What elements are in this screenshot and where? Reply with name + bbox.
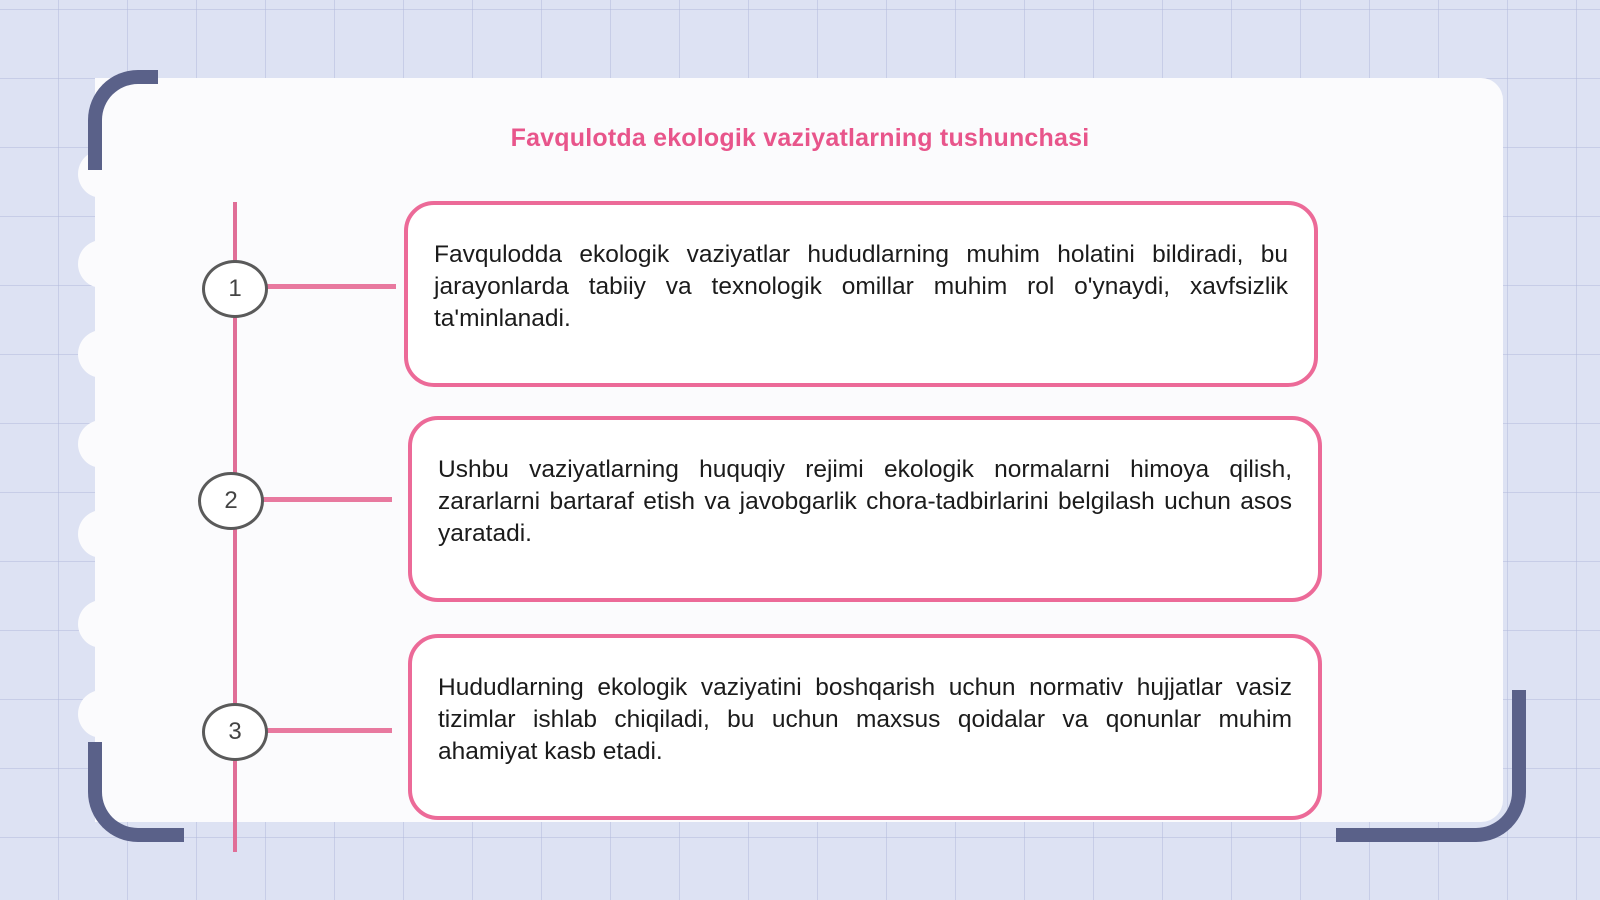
step-connector-2	[262, 497, 392, 502]
step-connector-1	[266, 284, 396, 289]
card-edge-scallop	[78, 240, 126, 288]
corner-bracket-bottom-left	[88, 742, 184, 842]
step-number-1: 1	[202, 260, 268, 318]
step-connector-3	[266, 728, 392, 733]
info-text-3: Hududlarning ekologik vaziyatini boshqarish uchun normativ hujjatlar vasiz tizimlar ishlab chiqiladi, bu uchun maxsus qoidalar va qonunlar muhim ahamiyat kasb etadi.	[438, 674, 1292, 765]
info-text-1: Favqulodda ekologik vaziyatlar hududlarning muhim holatini bildiradi, bu jarayonlarda tabiiy va texnologik omillar muhim rol o'ynaydi, xavfsizlik ta'minlanadi.	[434, 241, 1288, 332]
slide-title: Favqulotda ekologik vaziyatlarning tushunchasi	[510, 124, 1090, 152]
card-edge-scallop	[78, 600, 126, 648]
card-edge-scallop	[78, 690, 126, 738]
info-box-1	[404, 201, 1318, 387]
card-edge-scallop	[78, 420, 126, 468]
corner-bracket-bottom-right	[1336, 690, 1526, 842]
step-number-3: 3	[202, 703, 268, 761]
card-edge-scallop	[78, 510, 126, 558]
info-box-2	[408, 416, 1322, 602]
info-box-3	[408, 634, 1322, 820]
info-text-2: Ushbu vaziyatlarning huquqiy rejimi ekologik normalarni himoya qilish, zararlarni bartaraf etish va javobgarlik chora-tadbirlarini belgilash uchun asos yaratadi.	[438, 456, 1292, 547]
card-edge-scallop	[78, 330, 126, 378]
step-number-2: 2	[198, 472, 264, 530]
